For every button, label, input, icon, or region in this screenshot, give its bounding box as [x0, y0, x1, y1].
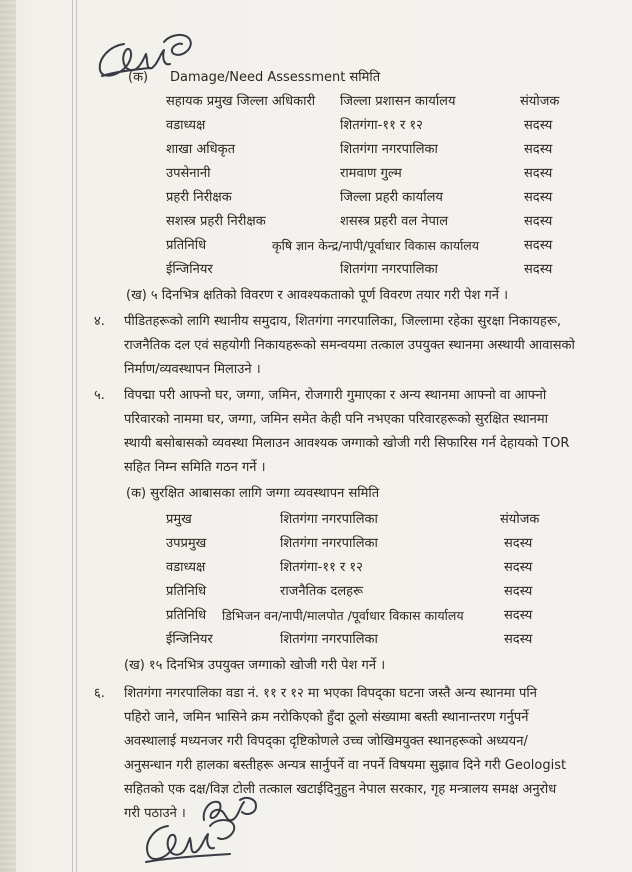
member-office: शितगंगा-११ र १२: [340, 118, 423, 133]
paragraph-line: निर्माण/व्यवस्थापन मिलाउने ।: [124, 362, 261, 377]
member-position: सदस्य: [524, 214, 553, 229]
paragraph-line: गरी पठाउने ।: [124, 806, 186, 821]
item-number-5: ५.: [94, 388, 105, 403]
paragraph-line: अनुसन्धान गरी हालका बस्तीहरू अन्यत्र सार्नुपर्ने वा नपर्ने विषयमा सुझाव दिने गरी Geologist: [124, 758, 567, 773]
member-role: प्रतिनिधि: [166, 608, 207, 623]
member-role: ईन्जिनियर: [166, 262, 213, 277]
section-kha-1: (ख) ५ दिनभित्र क्षतिको विवरण र आवश्यकताको पूर्ण विवरण तयार गरी पेश गर्ने ।: [126, 288, 509, 303]
paragraph-line: सहित निम्न समिति गठन गर्ने ।: [124, 460, 266, 475]
member-position: सदस्य: [524, 142, 553, 157]
member-role: वडाध्यक्ष: [166, 118, 206, 133]
margin-line: [72, 0, 73, 872]
paragraph-line: राजनैतिक दल एवं सहयोगी निकायहरूको समन्वयमा तत्काल उपयुक्त स्थानमा अस्थायी आवासको: [124, 338, 575, 353]
member-role: शाखा अधिकृत: [166, 142, 236, 157]
member-office: डिभिजन वन/नापी/मालपोत /पूर्वाधार विकास कार्यालय: [222, 608, 464, 623]
member-office: जिल्ला प्रशासन कार्यालय: [340, 94, 456, 109]
member-position: सदस्य: [504, 584, 533, 599]
member-position: संयोजक: [500, 512, 540, 527]
section-kha-2: (ख) १५ दिनभित्र उपयुक्त जग्गाको खोजी गरी पेश गर्ने ।: [124, 658, 386, 673]
member-office: राजनैतिक दलहरू: [280, 584, 364, 599]
member-position: सदस्य: [524, 190, 553, 205]
member-office: जिल्ला प्रहरी कार्यालय: [340, 190, 443, 205]
member-office: शितगंगा नगरपालिका: [280, 632, 378, 647]
member-role: वडाध्यक्ष: [166, 560, 206, 575]
member-role: प्रमुख: [166, 512, 192, 527]
member-office: शितगंगा-११ र १२: [280, 560, 363, 575]
member-role: प्रतिनिधि: [166, 584, 207, 599]
paragraph-line: सहितको एक दक्ष/विज्ञ टोली तत्काल खटाईदिनुहुन नेपाल सरकार, गृह मन्त्रालय समक्ष अनुरोध: [124, 782, 557, 797]
notebook-binding: [0, 0, 16, 872]
member-role: प्रतिनिधि: [166, 238, 207, 253]
member-role: प्रहरी निरीक्षक: [166, 190, 232, 205]
item-number-6: ६.: [94, 686, 105, 701]
member-position: संयोजक: [520, 94, 560, 109]
member-office: शितगंगा नगरपालिका: [280, 536, 378, 551]
member-position: सदस्य: [524, 238, 553, 253]
paragraph-line: परिवारको नाममा घर, जग्गा, जमिन समेत केही पनि नभएका परिवारहरूको सुरक्षित स्थानमा: [124, 412, 548, 427]
member-office: शितगंगा नगरपालिका: [340, 262, 438, 277]
paragraph-line: पीडितहरूको लागि स्थानीय समुदाय, शितगंगा नगरपालिका, जिल्लामा रहेका सुरक्षा निकायहरू,: [124, 314, 562, 329]
section-k-2-title: (क) सुरक्षित आबासका लागि जग्गा व्यवस्थापन समिति: [126, 486, 380, 501]
member-office: रामवाण गुल्म: [340, 166, 402, 181]
member-role: ईन्जिनियर: [166, 632, 213, 647]
paragraph-line: पहिरो जाने, जमिन भासिने क्रम नरोकिएको हुँदा ठूलो संख्यामा बस्ती स्थानान्तरण गर्नुपर्ने: [124, 710, 529, 725]
member-office: शितगंगा नगरपालिका: [280, 512, 378, 527]
member-position: सदस्य: [504, 608, 533, 623]
member-office: शसस्त्र प्रहरी वल नेपाल: [340, 214, 449, 229]
member-role: सहायक प्रमुख जिल्ला अधिकारी: [166, 94, 316, 109]
margin-line: [76, 0, 77, 872]
paragraph-line: विपद्मा परी आफ्नो घर, जग्गा, जमिन, रोजगारी गुमाएका र अन्य स्थानमा आफ्नो वा आफ्नो: [124, 388, 547, 403]
paragraph-line: शितगंगा नगरपालिका वडा नं. ११ र १२ मा भएका विपद्का घटना जस्तै अन्य स्थानमा पनि: [124, 686, 537, 701]
member-role: उपसेनानी: [166, 166, 211, 181]
member-position: सदस्य: [504, 536, 533, 551]
paragraph-line: स्थायी बसोबासको व्यवस्था मिलाउन आवश्यक जग्गाको खोजी गरी सिफारिस गर्न देहायको TOR: [124, 436, 570, 451]
paragraph-line: अवस्थालाई मध्यनजर गरी विपद्का दृष्टिकोणले उच्च जोखिमयुक्त स्थानहरूको अध्ययन/: [124, 734, 528, 749]
signature-bottom: [138, 812, 248, 870]
item-number-4: ४.: [94, 314, 105, 329]
member-office: कृषि ज्ञान केन्द्र/नापी/पूर्वाधार विकास कार्यालय: [272, 238, 480, 253]
member-role: सशस्त्र प्रहरी निरीक्षक: [166, 214, 266, 229]
section-k-title: Damage/Need Assessment समिति: [170, 70, 381, 85]
member-role: उपप्रमुख: [166, 536, 207, 551]
member-position: सदस्य: [504, 560, 533, 575]
member-position: सदस्य: [524, 166, 553, 181]
section-k-label: (क): [128, 70, 149, 85]
member-position: सदस्य: [524, 118, 553, 133]
member-position: सदस्य: [524, 262, 553, 277]
member-office: शितगंगा नगरपालिका: [340, 142, 438, 157]
member-position: सदस्य: [504, 632, 533, 647]
